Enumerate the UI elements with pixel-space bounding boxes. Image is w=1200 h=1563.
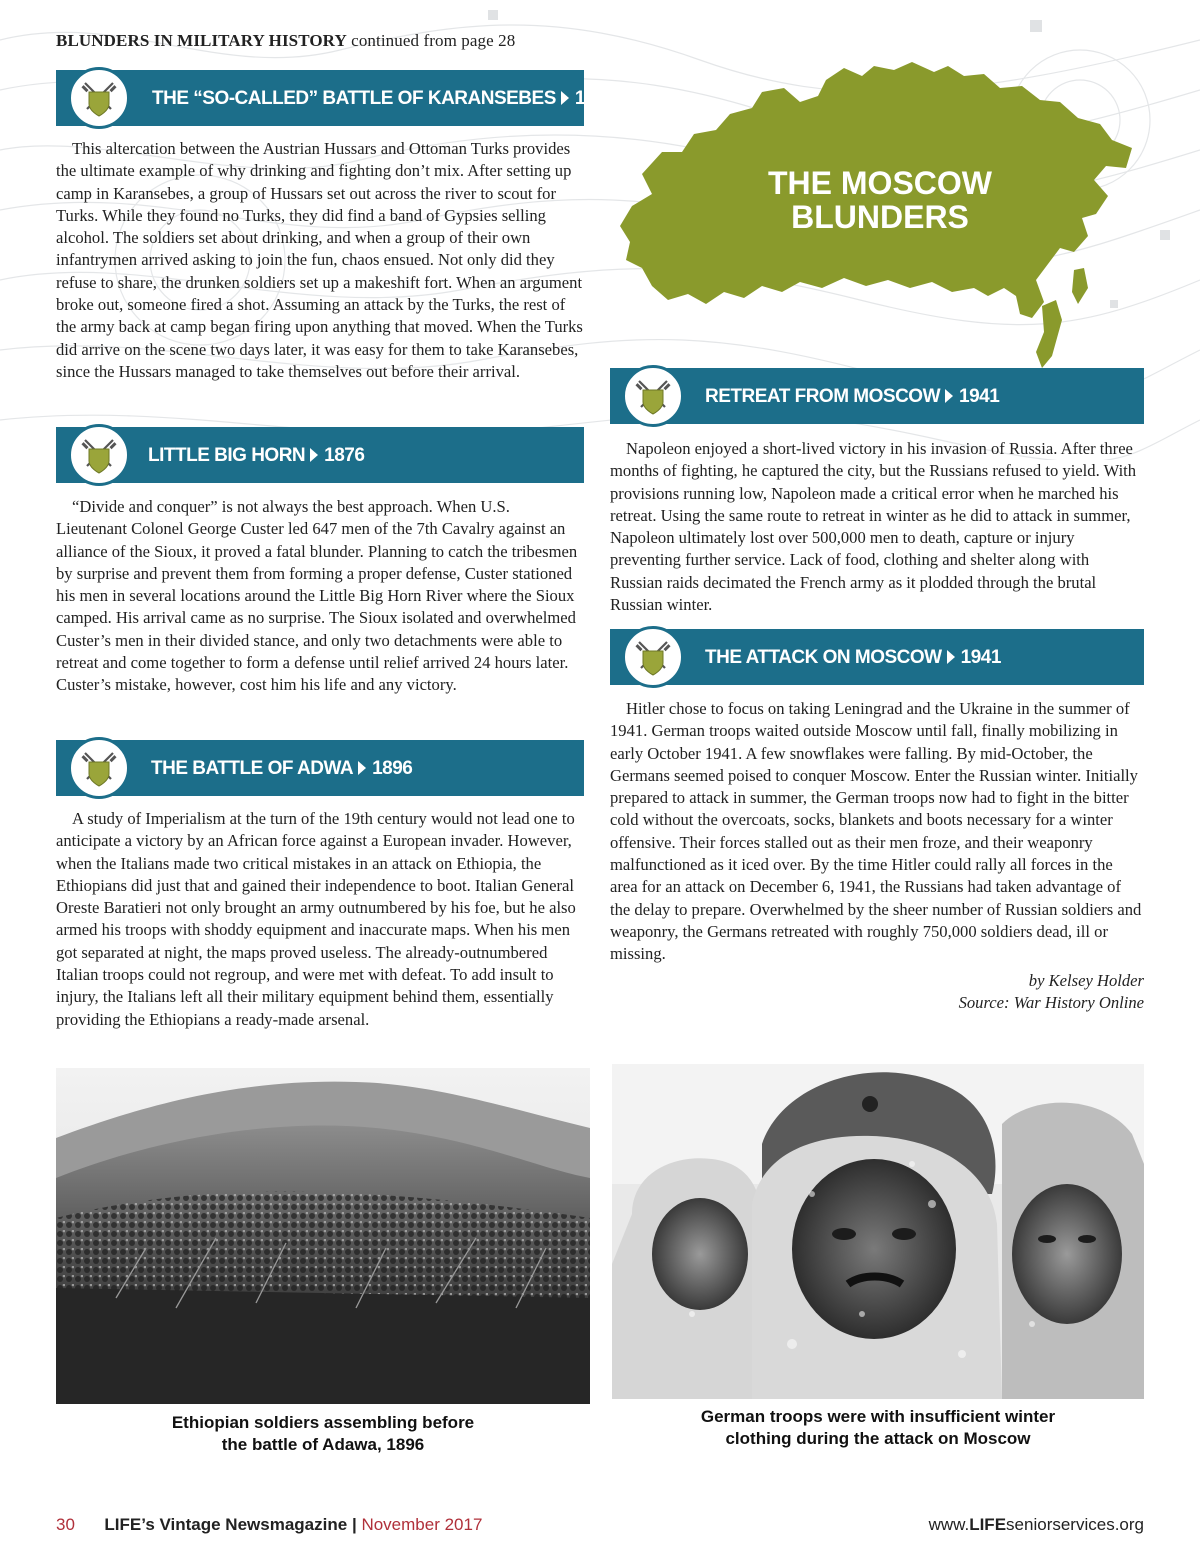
- triangle-arrow-icon: [947, 650, 955, 664]
- map-title-line1: THE MOSCOW: [768, 165, 992, 201]
- triangle-arrow-icon: [358, 761, 366, 775]
- section-title-attack-on-moscow: THE ATTACK ON MOSCOW 1941: [705, 647, 1001, 668]
- magazine-name: LIFE’s Vintage Newsmagazine: [104, 1515, 348, 1534]
- shield-swords-icon: [68, 737, 130, 799]
- caption-ethiopian-soldiers: Ethiopian soldiers assembling before the battle of Adawa, 1896: [171, 1413, 475, 1454]
- triangle-arrow-icon: [561, 91, 569, 105]
- section-title-karansebes: THE “SO-CALLED” BATTLE OF KARANSEBES 1788: [152, 88, 616, 109]
- running-head: [56, 31, 515, 51]
- section-body-attack-on-moscow: Hitler chose to focus on taking Leningrad and the Ukraine in the summer of 1941. German troops waited outside Moscow until fall, finally mobilizing in early October 1941. A few snowflakes were falling. By mid-October, the Germans seemed poised to conquer Moscow. Enter the Russian winter. Initially prepared to attack in summer, the German troops now had to fight in the bitter cold without the overcoats, socks, blankets and boots necessary for a winter offensive. Their forces stalled out as their men froze, and their weaponry malfunctioned as it iced over. By the time Hitler could rally all forces in the area for an attack on December 6, 1941, the Russians had taken advantage of the delay to prepare. Overwhelmed by the sheer number of Russian soldiers and weaponry, the Germans retreated with roughly 750,000 soldiers dead, ill or missing.: [610, 699, 1142, 964]
- footer-left: [56, 1515, 482, 1535]
- section-body-adwa: A study of Imperialism at the turn of the 19th century would not lead one to anticipate a victory by an African force against a European invader. However, when the Italians made two critical mistakes in an attack on Ethiopia, the Ethiopians did just that and gained their independence to boot. Italian General Oreste Baratieri not only brought an army outnumbered by his foe, but he also armed his troops with shoddy equipment and inaccurate maps. When his men got separated at night, the maps proved useless. The already-outnumbered Italian troops could not regroup, and were met with defeat. To add insult to injury, the Italians left all their military equipment behind them, essentially providing the Ethiopians a ready-made arsenal.: [56, 809, 576, 1029]
- triangle-arrow-icon: [310, 448, 318, 462]
- footer-separator: |: [351, 1515, 357, 1534]
- section-body-karansebes: This altercation between the Austrian Hussars and Ottoman Turks provides the ultimate example of why drinking and fighting don’t mix. After setting up camp in Karansebes, a group of Hussars set out across the river to scout for Turks. While they found no Turks, they did find a band of Gypsies selling alcohol. The soldiers set about drinking, and when a group of their own infantrymen arrived asking to join the fun, chaos ensued. Not only did they refuse to share, the drunken soldiers set up a makeshift fort. When an argument broke out, someone fired a shot. Assuming an attack by the Turks, the rest of the army back at camp began firing upon anything that moved. When the Turks did arrive on the scene two days later, it was easy for them to take Karansebes, since the Hussars managed to take themselves out before their arrival.: [56, 139, 583, 381]
- section-title-adwa: THE BATTLE OF ADWA 1896: [151, 758, 413, 779]
- section-banner-retreat-from-moscow: [610, 368, 1144, 424]
- running-head-title: BLUNDERS IN MILITARY HISTORY: [56, 31, 347, 50]
- section-banner-little-big-horn: [56, 427, 584, 483]
- shield-swords-icon: [622, 365, 684, 427]
- page-number: 30: [56, 1515, 75, 1534]
- issue-date: November 2017: [361, 1515, 483, 1534]
- triangle-arrow-icon: [945, 389, 953, 403]
- section-body-retreat-from-moscow: Napoleon enjoyed a short-lived victory in his invasion of Russia. After three months of fighting, he captured the city, but the Russians refused to yield. With provisions running low, Napoleon made a critical error when he marched his retreat. Using the same route to retreat in winter as he did to attack in summer, Napoleon ultimately lost over 500,000 men to death, capture or injury preventing further service. Lack of food, clothing and shelter along with Russian raids decimated the French army as it plodded through the brutal Russian winter.: [610, 439, 1137, 615]
- byline-source: Source: War History Online: [958, 993, 1144, 1012]
- section-body-little-big-horn: “Divide and conquer” is not always the best approach. When U.S. Lieutenant Colonel George Custer led 647 men of the 7th Cavalry against an alliance of the Sioux, it proved a fatal blunder. Planning to catch the tribesmen by surprise and prevent them from forming a proper defense, Custer stationed his men in several locations around the Little Big Horn River where the Sioux camped. His arrival came as no surprise. The Sioux isolated and overwhelmed Custer’s men in their divided stance, and only two detachments were able to retreat and come together to form a defense until relief arrived 24 hours later. Custer’s mistake, however, cost him his life and any victory.: [56, 497, 578, 695]
- map-title-line2: BLUNDERS: [791, 199, 969, 235]
- photo-ethiopian-soldiers: [56, 1068, 590, 1404]
- section-title-retreat-from-moscow: RETREAT FROM MOSCOW 1941: [705, 386, 1000, 407]
- section-banner-attack-on-moscow: [610, 629, 1144, 685]
- footer-url[interactable]: www.LIFEseniorservices.org: [928, 1515, 1144, 1534]
- byline-author: by Kelsey Holder: [1028, 971, 1144, 990]
- section-title-little-big-horn: LITTLE BIG HORN 1876: [148, 445, 365, 466]
- section-banner-adwa: [56, 740, 584, 796]
- running-head-continued: continued from page 28: [346, 31, 516, 50]
- shield-swords-icon: [68, 424, 130, 486]
- photo-german-troops: [612, 1064, 1144, 1399]
- shield-swords-icon: [622, 626, 684, 688]
- section-banner-karansebes: [56, 70, 616, 126]
- russia-map: [612, 56, 1142, 376]
- shield-swords-icon: [68, 67, 130, 129]
- caption-german-troops: German troops were with insufficient winter clothing during the attack on Moscow: [700, 1407, 1056, 1448]
